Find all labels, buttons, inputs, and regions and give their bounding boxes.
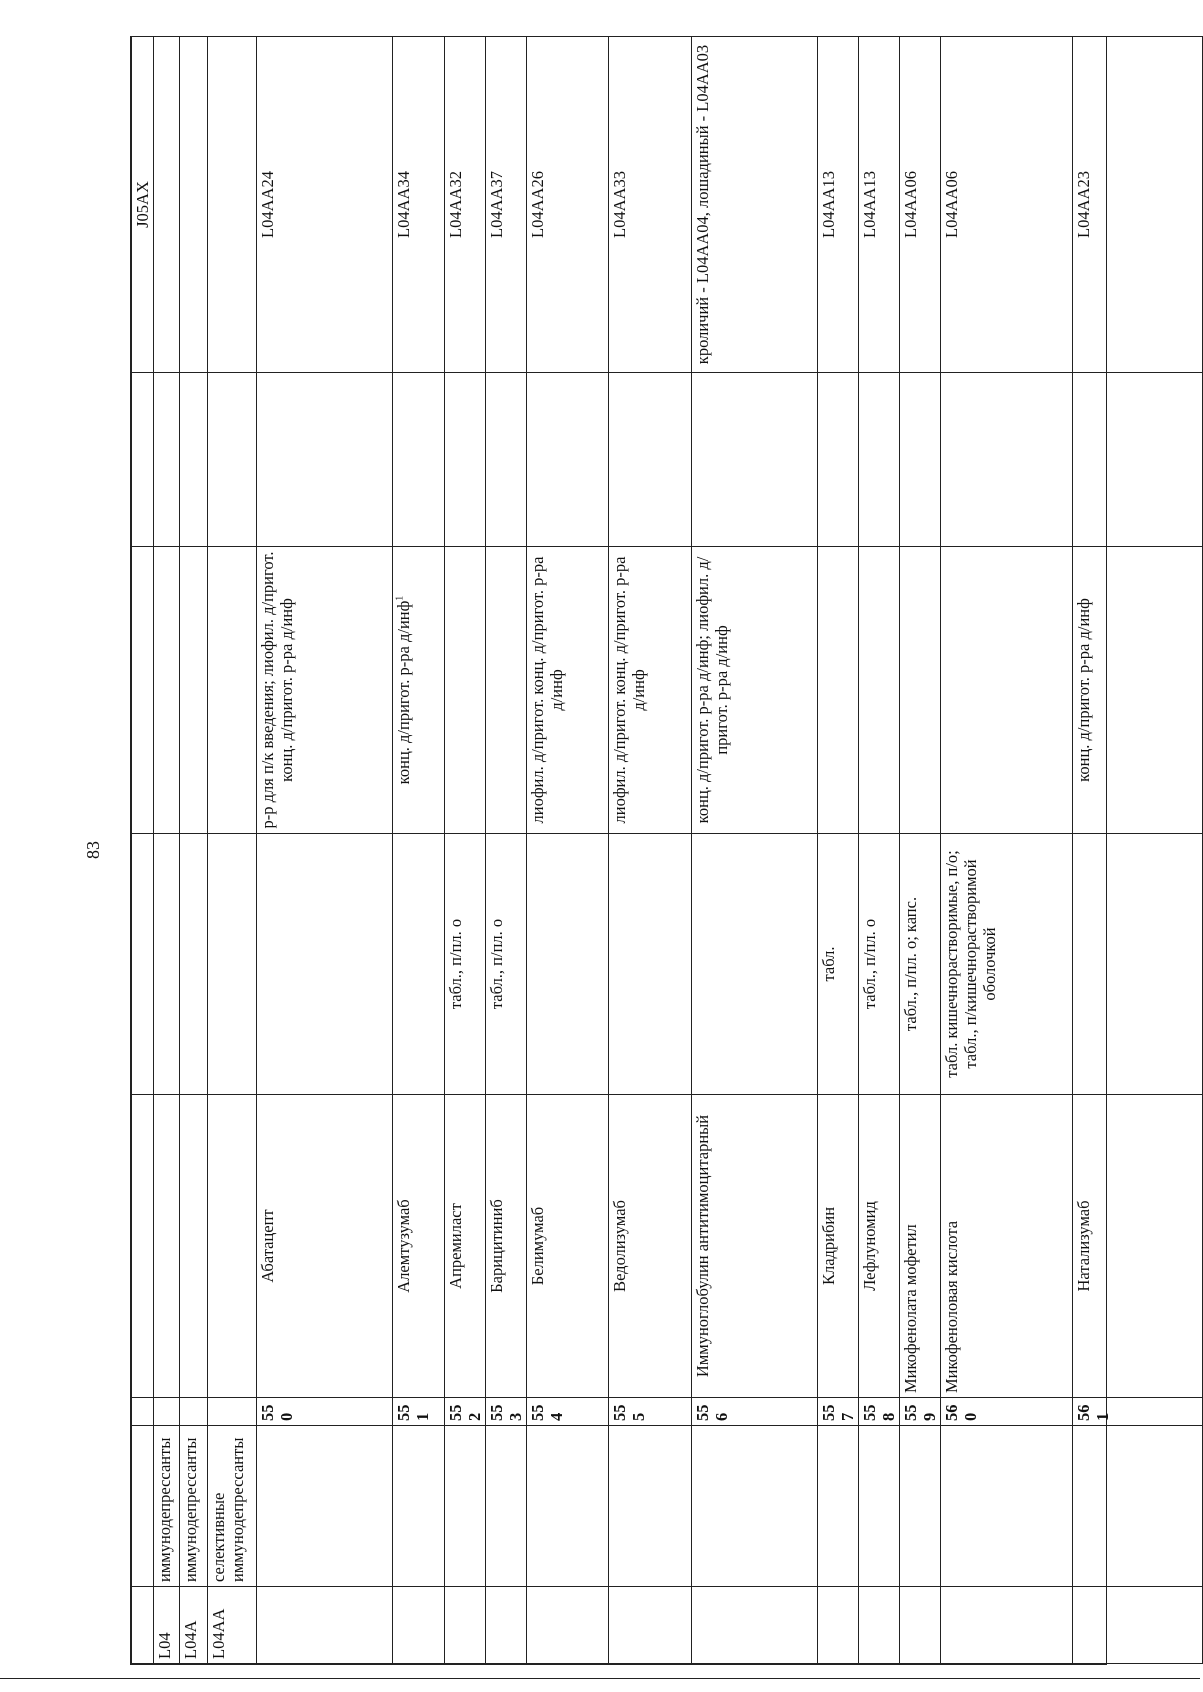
form-oral: табл., п/пл. о: [445, 834, 486, 1095]
atc-code: L04AA32: [445, 37, 486, 373]
form-oral: [527, 834, 609, 1095]
drug-name: Белимумаб: [527, 1095, 609, 1398]
group-code: L04A: [180, 1587, 208, 1664]
cell-atc: J05AX: [132, 37, 154, 373]
form-injection: лиофил. д/пригот. конц. д/пригот. р-ра д/инф: [527, 547, 609, 834]
cell-name: [132, 1095, 154, 1398]
bottom-divider: [0, 1678, 1200, 1679]
group-name: селективные иммунодепрессанты: [208, 1426, 257, 1587]
table-row: [257, 37, 393, 1664]
form-oral: табл., п/пл. о: [486, 834, 527, 1095]
row-number: 552: [445, 1398, 486, 1426]
group-row: [180, 37, 208, 1664]
group-code: L04AA: [208, 1587, 257, 1664]
form-injection: лиофил. д/пригот. конц. д/пригот. р-ра д/инф: [609, 547, 692, 834]
form-injection: р-р для п/к введения; лиофил. д/пригот. конц. д/пригот. р-ра д/инф: [257, 547, 393, 834]
table-header-row: [132, 37, 154, 1664]
drug-name: Абатацепт: [257, 1095, 393, 1398]
form-oral: [393, 834, 445, 1095]
row-number: 551: [393, 1398, 445, 1426]
page-number: 83: [83, 841, 103, 859]
table-row: [393, 37, 445, 1664]
table-row: [527, 37, 609, 1664]
form-oral: табл. кишечнорастворимые, п/о; табл., п/кишечнорастворимой оболочкой: [941, 834, 1073, 1095]
row-number: 559: [900, 1398, 941, 1426]
group-row: [154, 37, 180, 1664]
drug-name: Микофенолата мофетил: [900, 1095, 941, 1398]
drug-name: Алемтузумаб: [393, 1095, 445, 1398]
drug-name: Натализумаб: [1073, 1095, 1203, 1398]
form-oral: [692, 834, 818, 1095]
atc-code: L04AA13: [818, 37, 859, 373]
table-row: [1073, 37, 1203, 1664]
table-row: [941, 37, 1073, 1664]
group-name: иммунодепрессанты: [154, 1426, 180, 1587]
form-injection: [818, 547, 859, 834]
atc-code: кроличий - L04AA04, лошадиный - L04AA03: [692, 37, 818, 373]
atc-code: L04AA37: [486, 37, 527, 373]
group-name: иммунодепрессанты: [180, 1426, 208, 1587]
drug-name: Иммуноглобулин антитимоцитарный: [692, 1095, 818, 1398]
footnote-mark: 1: [394, 595, 406, 601]
table-row: [859, 37, 900, 1664]
group-code: L04: [154, 1587, 180, 1664]
form-oral: [609, 834, 692, 1095]
rotated-table-content: [131, 37, 1112, 1664]
row-number: 557: [818, 1398, 859, 1426]
atc-code: L04AA23: [1073, 37, 1203, 373]
drug-name: Барицитиниб: [486, 1095, 527, 1398]
table-row: [609, 37, 692, 1664]
cell-group: [132, 1426, 154, 1587]
form-injection: конц. д/пригот. р-ра д/инф: [1073, 547, 1203, 834]
form-injection: конц. д/пригот. р-ра д/инф; лиофил. д/пригот. р-ра д/инф: [692, 547, 818, 834]
table-row: [900, 37, 941, 1664]
form-injection: [859, 547, 900, 834]
registry-table: [131, 36, 1203, 1664]
drug-name: Кладрибин: [818, 1095, 859, 1398]
cell-num: [132, 1398, 154, 1426]
form-injection: конц. д/пригот. р-ра д/инф$^1$: [393, 547, 445, 834]
row-number: 554: [527, 1398, 609, 1426]
row-number: 556: [692, 1398, 818, 1426]
form-oral: табл., п/пл. о; капс.: [900, 834, 941, 1095]
form-injection: [941, 547, 1073, 834]
row-number: 560: [941, 1398, 1073, 1426]
form-oral: [1073, 834, 1203, 1095]
form-oral: табл., п/пл. о: [859, 834, 900, 1095]
drug-name: Лефлуномид: [859, 1095, 900, 1398]
form-oral: [257, 834, 393, 1095]
cell-form-inj: [132, 547, 154, 834]
cell-form-oral: [132, 834, 154, 1095]
drug-list-table: [130, 36, 1112, 1665]
row-number: 561: [1073, 1398, 1203, 1426]
atc-code: L04AA06: [941, 37, 1073, 373]
atc-code: L04AA06: [900, 37, 941, 373]
cell-empty: [132, 373, 154, 547]
row-number: 555: [609, 1398, 692, 1426]
atc-code: L04AA24: [257, 37, 393, 373]
row-number: 550: [257, 1398, 393, 1426]
atc-code: L04AA33: [609, 37, 692, 373]
drug-name: Микофеноловая кислота: [941, 1095, 1073, 1398]
table-row: [818, 37, 859, 1664]
cell-code: [132, 1587, 154, 1664]
table-row: [486, 37, 527, 1664]
form-injection: [486, 547, 527, 834]
drug-name: Ведолизумаб: [609, 1095, 692, 1398]
form-injection: [900, 547, 941, 834]
form-injection: [445, 547, 486, 834]
row-number: 553: [486, 1398, 527, 1426]
form-oral: табл.: [818, 834, 859, 1095]
table-row: [692, 37, 818, 1664]
table-row: [445, 37, 486, 1664]
row-number: 558: [859, 1398, 900, 1426]
atc-code: L04AA13: [859, 37, 900, 373]
drug-name: Апремиласт: [445, 1095, 486, 1398]
group-row: [208, 37, 257, 1664]
atc-code: L04AA26: [527, 37, 609, 373]
atc-code: L04AA34: [393, 37, 445, 373]
